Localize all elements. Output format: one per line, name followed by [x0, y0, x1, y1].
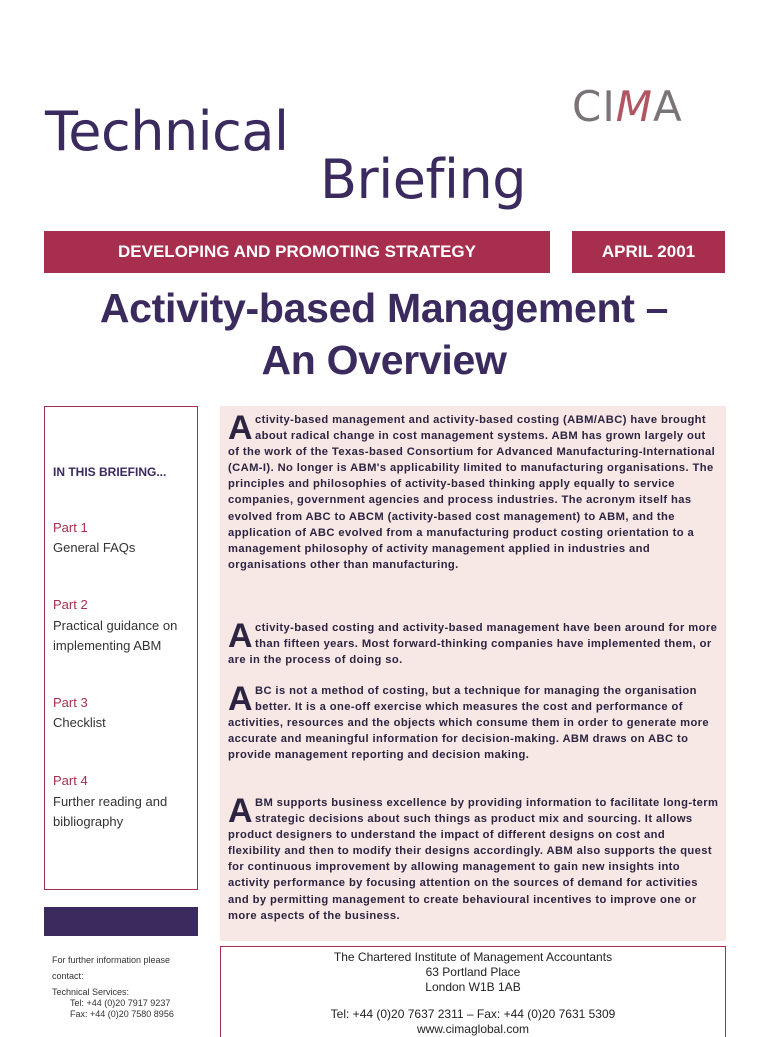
- article-body: [220, 406, 726, 941]
- further-info-text: [52, 952, 170, 1000]
- sidebar-part-4-desc: Further reading and bibliography: [53, 794, 168, 829]
- document-title: [0, 282, 768, 386]
- sidebar-part-2-desc: Practical guidance on implementing ABM: [53, 618, 178, 653]
- contents-sidebar: [44, 406, 198, 890]
- drop-cap-1: A: [228, 409, 253, 447]
- cima-logo: [572, 82, 683, 131]
- title-line-1: Activity-based Management –: [99, 285, 669, 331]
- sidebar-part-3-desc: Checklist: [53, 715, 106, 730]
- paragraph-2-text: ctivity-based costing and activity-based management have been around for more than fifteen years. Most forward-thinking companies have implemented them, or are in the process of doing so.: [228, 622, 718, 667]
- technical-services-phone: [70, 998, 174, 1020]
- further-info-line-2: contact:: [52, 971, 84, 981]
- sidebar-divider-bar: [44, 907, 198, 936]
- paragraph-1-text: ctivity-based management and activity-based costing (ABM/ABC) have brought about radical change in cost management systems. ABM has grown largely out of the work of the Texas-based Consortium for Advanced Manufacturing-International (CAM-I). No longer is ABM's applicability limited to manufacturing organisations. The principles and philosophies of activity-based thinking apply equally to service companies, government agencies and process industries. The acronym itself has evolved from ABC to ABCM (activity-based cost management) to ABM, and the application of ABC evolved from a manufacturing product costing orientation to a management philosophy of activity management applied in industries and organisations other than manufacturing.: [228, 414, 716, 571]
- footer-street: 63 Portland Place: [425, 965, 521, 979]
- drop-cap-4: A: [228, 792, 253, 830]
- drop-cap-2: A: [228, 617, 253, 655]
- further-info-line-3: Technical Services:: [52, 987, 130, 997]
- sidebar-part-2-label: Part 2: [53, 597, 88, 612]
- paragraph-3-text: BC is not a method of costing, but a technique for managing the organisation better. It is a one-off exercise which measures the cost and performance of activities, resources and the objects which consume them in order to generate more accurate and meaningful information for decision-making. ABM draws on ABC to provide management reporting and decision making.: [228, 685, 710, 762]
- paragraph-3: [228, 680, 720, 763]
- paragraph-2: [228, 617, 720, 668]
- paragraph-4-text: BM supports business excellence by providing information to facilitate long-term strategic decisions about such things as product mix and sourcing. It allows product designers to understand the impact of different designs on cost and flexibility and then to modify their designs accordingly. ABM also supports the quest for continuous improvement by allowing management to gain new insights into activity performance by focusing attention on the sources of demand for activities and by permitting management to create behavioural incentives to improve one or more aspects of the business.: [228, 797, 719, 922]
- paragraph-4: [228, 792, 720, 924]
- topic-banner: DEVELOPING AND PROMOTING STRATEGY: [44, 231, 550, 273]
- footer-org: The Chartered Institute of Management Accountants: [333, 950, 613, 964]
- title-line-2: An Overview: [261, 337, 507, 383]
- logo-text-pre: CI: [572, 82, 616, 131]
- header-briefing: Briefing: [320, 148, 526, 211]
- sidebar-part-3-label: Part 3: [53, 695, 88, 710]
- sidebar-part-1-label: Part 1: [53, 520, 88, 535]
- header-technical: Technical: [45, 100, 289, 163]
- logo-text-mid: M: [615, 82, 653, 131]
- sidebar-part-4-label: Part 4: [53, 773, 88, 788]
- footer-phone: Tel: +44 (0)20 7637 2311 – Fax: +44 (0)20 7631 5309: [330, 1007, 616, 1021]
- further-info-line-1: For further information please: [52, 955, 171, 965]
- date-banner: APRIL 2001: [572, 231, 725, 273]
- logo-text-post: A: [652, 82, 683, 131]
- footer-address: [220, 946, 726, 1037]
- footer-city: London W1B 1AB: [425, 980, 521, 994]
- technical-services-fax: Fax: +44 (0)20 7580 8956: [70, 1009, 174, 1019]
- paragraph-1: [228, 409, 720, 573]
- sidebar-heading: IN THIS BRIEFING...: [53, 465, 167, 479]
- technical-services-tel: Tel: +44 (0)20 7917 9237: [70, 998, 171, 1008]
- sidebar-part-1-desc: General FAQs: [53, 540, 136, 555]
- drop-cap-3: A: [228, 680, 253, 718]
- footer-website[interactable]: www.cimaglobal.com: [416, 1022, 530, 1036]
